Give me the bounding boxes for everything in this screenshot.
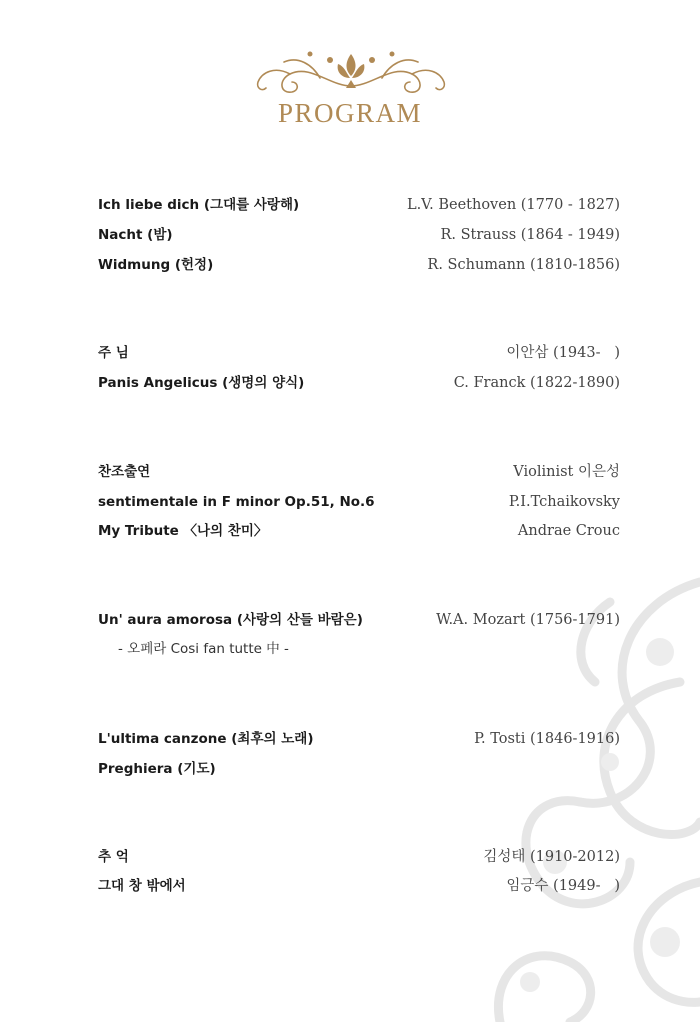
composer: 이안삼 (1943- ) <box>506 345 620 361</box>
work-subtitle: - 오페라 Cosi fan tutte 中 - <box>118 641 289 657</box>
program-item <box>98 254 620 276</box>
work-title: sentimentale in F minor Op.51, No.6 <box>98 494 375 510</box>
work-title: 찬조출연 <box>98 464 151 480</box>
composer: P.I.Tchaikovsky <box>508 494 620 510</box>
composer: C. Franck (1822-1890) <box>453 375 620 391</box>
work-title: Panis Angelicus (생명의 양식) <box>98 375 305 391</box>
program-item <box>98 758 620 780</box>
program-item <box>98 224 620 246</box>
work-title: 추 억 <box>98 849 129 865</box>
program-item <box>98 520 620 542</box>
program-item <box>98 372 620 394</box>
program-item <box>98 194 620 216</box>
composer: W.A. Mozart (1756-1791) <box>436 612 620 628</box>
program-item <box>98 875 620 897</box>
program-item <box>98 846 620 868</box>
program-item <box>98 461 620 483</box>
program-item <box>98 491 620 513</box>
composer: P. Tosti (1846-1916) <box>474 731 620 747</box>
work-title: L'ultima canzone (최후의 노래) <box>98 731 314 747</box>
composer: L.V. Beethoven (1770 - 1827) <box>406 197 620 213</box>
composer: R. Schumann (1810-1856) <box>427 257 620 273</box>
composer: R. Strauss (1864 - 1949) <box>440 227 620 243</box>
composer: Andrae Crouc <box>517 523 620 539</box>
page-title: PROGRAM <box>277 98 423 128</box>
composer: 임긍수 (1949- ) <box>506 878 620 894</box>
composer: Violinist 이은성 <box>513 464 620 480</box>
program-item <box>98 342 620 364</box>
work-title: Un' aura amorosa (사랑의 산들 바람은) <box>98 612 363 628</box>
work-title: Preghiera (기도) <box>98 761 216 777</box>
work-title: 주 님 <box>98 345 129 361</box>
work-title: Widmung (헌정) <box>98 257 214 273</box>
work-title: Nacht (밤) <box>98 227 173 243</box>
program-item <box>98 728 620 750</box>
work-title: Ich liebe dich (그대를 사랑해) <box>98 197 300 213</box>
composer: 김성태 (1910-2012) <box>483 849 620 865</box>
program-item <box>98 609 620 631</box>
work-title: 그대 창 밖에서 <box>98 878 186 894</box>
work-title: My Tribute 〈나의 찬미〉 <box>98 523 268 539</box>
